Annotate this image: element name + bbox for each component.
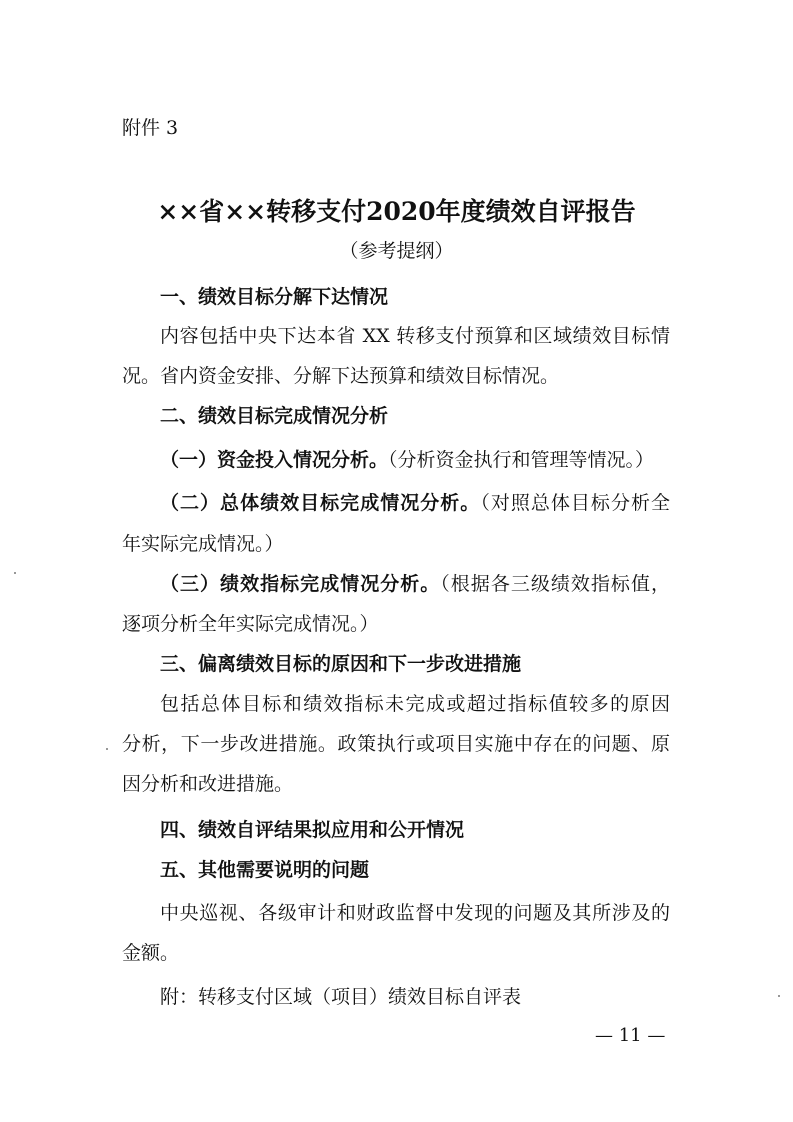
item-3-note-1: （根据各三级绩效指标值，	[440, 573, 670, 595]
attachment-label: 附件 3	[122, 117, 179, 139]
section-1-line-2: 况。省内资金安排、分解下达预算和绩效目标情况。	[122, 365, 560, 387]
scan-speck	[106, 748, 108, 750]
section-5-line-1: 中央巡视、各级审计和财政监督中发现的问题及其所涉及的	[160, 902, 670, 924]
section-3-line-2: 分析，下一步改进措施。政策执行或项目实施中存在的问题、原	[122, 733, 670, 755]
item-2-line-2: 年实际完成情况。）	[122, 533, 284, 555]
item-1-bold: （一）资金投入情况分析。	[160, 449, 389, 471]
document-subtitle: （参考提纲）	[339, 240, 454, 262]
scan-speck	[778, 995, 780, 997]
section-5-line-2: 金额。	[122, 942, 180, 964]
item-1-note: （分析资金执行和管理等情况。）	[388, 449, 655, 471]
scan-speck	[14, 572, 16, 574]
item-2-note-1: （对照总体目标分析全	[480, 492, 670, 514]
item-1	[160, 448, 654, 472]
item-3-line-1	[160, 572, 670, 596]
section-3-heading: 三、偏离绩效目标的原因和下一步改进措施	[160, 653, 522, 675]
page-number: — 11 —	[595, 1025, 666, 1046]
item-3-bold: （三）绩效指标完成情况分析。	[160, 573, 441, 595]
document-title: ××省××转移支付2020年度绩效自评报告	[157, 197, 636, 226]
appendix-note: 附：转移支付区域（项目）绩效目标自评表	[160, 986, 522, 1008]
item-2-bold: （二）总体绩效目标完成情况分析。	[160, 492, 481, 514]
section-1-line-1: 内容包括中央下达本省 XX 转移支付预算和区域绩效目标情	[160, 325, 670, 347]
section-2-heading: 二、绩效目标完成情况分析	[160, 405, 389, 427]
item-2-line-1	[160, 491, 670, 515]
section-4-heading: 四、绩效自评结果拟应用和公开情况	[160, 819, 465, 841]
section-5-heading: 五、其他需要说明的问题	[160, 859, 370, 881]
section-1-heading: 一、绩效目标分解下达情况	[160, 286, 389, 308]
item-3-line-2: 逐项分析全年实际完成情况。）	[122, 613, 379, 635]
section-3-line-1: 包括总体目标和绩效指标未完成或超过指标值较多的原因	[160, 693, 670, 715]
section-3-line-3: 因分析和改进措施。	[122, 773, 294, 795]
